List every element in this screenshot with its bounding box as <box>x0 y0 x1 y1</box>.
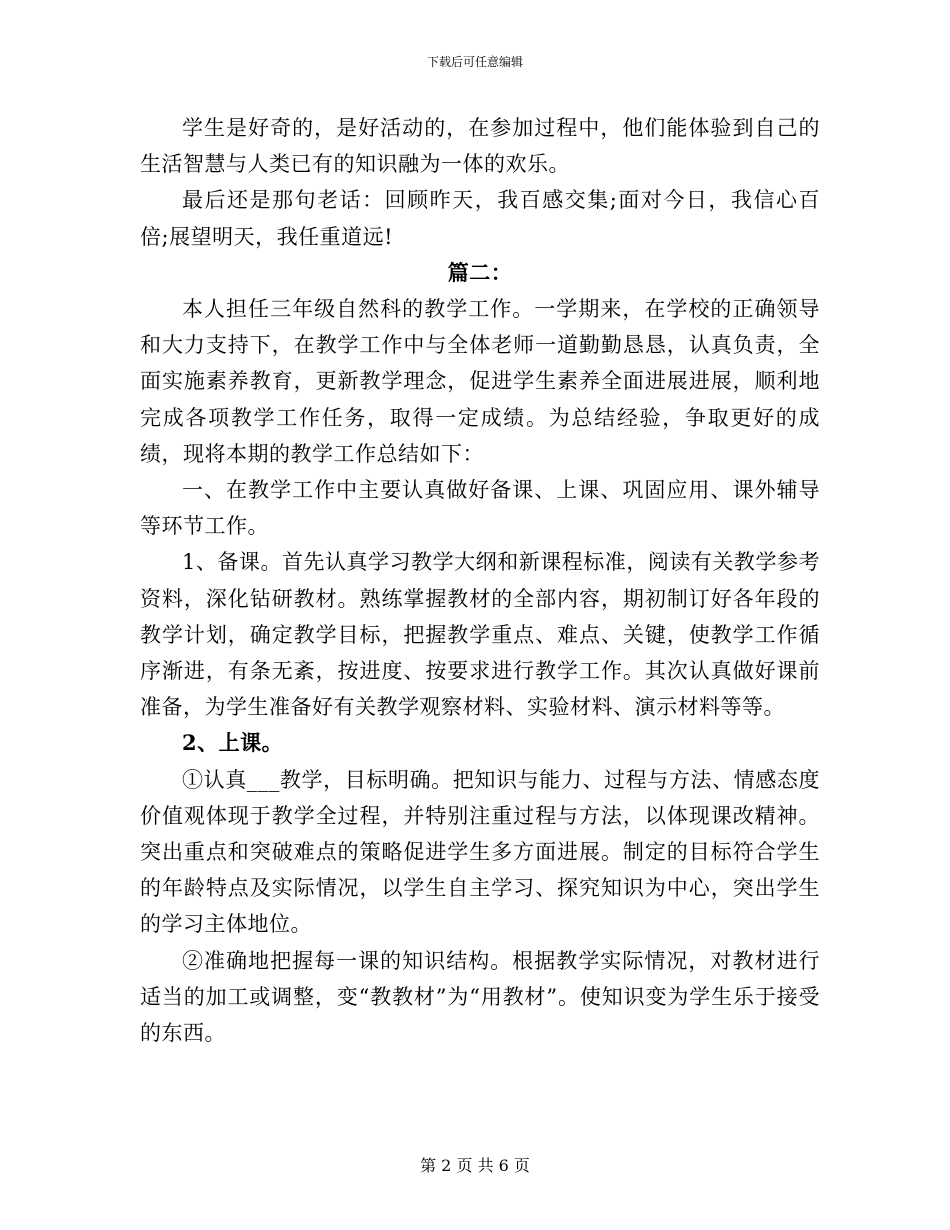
subheading-class-teaching: 2、上课。 <box>182 730 284 756</box>
page-indicator: 第 2 页 共 6 页 <box>420 1156 530 1175</box>
paragraph-point-two: ②准确地把握每一课的知识结构。根据教学实际情况，对教材进行适当的加工或调整，变“教教材”为“用教材”。使知识变为学生乐于接受的东西。 <box>140 948 820 1046</box>
paragraph-closing-words: 最后还是那句老话：回顾昨天，我百感交集;面对今日，我信心百倍;展望明天，我任重道远! <box>140 188 820 249</box>
paragraph-lesson-prep: 1、备课。首先认真学习教学大纲和新课程标准，阅读有关教学参考资料，深化钻研教材。熟练掌握教材的全部内容，期初制订好各年段的教学计划，确定教学目标，把握教学重点、难点、关键，使教学工作循序渐进，有条无紊，按进度、按要求进行教学工作。其次认真做好课前准备，为学生准备好有关教学观察材料、实验材料、演示材料等等。 <box>140 550 820 720</box>
paragraph-introduction: 本人担任三年级自然科的教学工作。一学期来，在学校的正确领导和大力支持下，在教学工作中与全体老师一道勤勤恳恳，认真负责，全面实施素养教育，更新教学理念，促进学生素养全面进展进展，顺利地完成各项教学工作任务，取得一定成绩。为总结经验，争取更好的成绩，现将本期的教学工作总结如下： <box>140 297 820 466</box>
section-title: 篇二： <box>447 259 513 285</box>
paragraph-point-one: ①认真___教学，目标明确。把知识与能力、过程与方法、情感态度价值观体现于教学全过程，并特别注重过程与方法，以体现课改精神。突出重点和突破难点的策略促进学生多方面进展。制定的目标符合学生的年龄特点及实际情况，以学生自主学习、探究知识为中心，突出学生的学习主体地位。 <box>140 767 820 937</box>
paragraph-section-one: 一、在教学工作中主要认真做好备课、上课、巩固应用、课外辅导等环节工作。 <box>140 478 820 539</box>
paragraph-student-curiosity: 学生是好奇的，是好活动的，在参加过程中，他们能体验到自己的生活智慧与人类已有的知识融为一体的欢乐。 <box>140 116 820 177</box>
header-note: 下载后可任意编辑 <box>426 55 523 69</box>
document-body <box>140 110 820 1051</box>
